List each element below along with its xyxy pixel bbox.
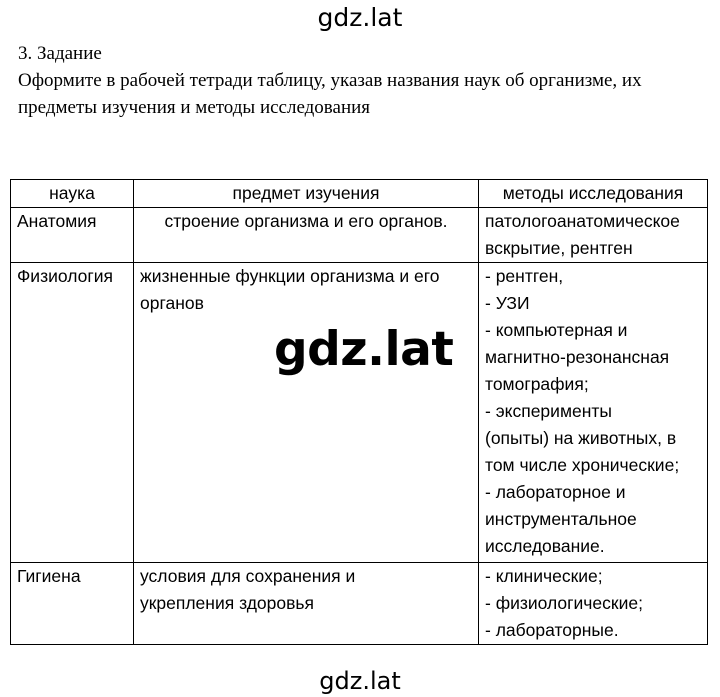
method-line: магнитно-резонансная [485,347,670,367]
task-text-line-2: предметы изучения и методы исследования [18,97,371,118]
method-line: (опыты) на животных, в [485,428,677,448]
subject-line: жизненные функции организма и его [140,266,440,286]
method-line: инструментальное [485,509,637,529]
table-row-physiology [11,263,708,563]
science-table [10,179,708,645]
task-block [18,40,708,121]
subject-line: укрепления здоровья [140,593,315,613]
cell-science: Гигиена [11,563,134,645]
table-row-hygiene [11,563,708,645]
cell-science: Анатомия [11,208,134,263]
cell-methods [479,563,708,645]
cell-subject [134,563,479,645]
method-line: патологоанатомическое [485,211,680,231]
method-line: - физиологические; [485,593,643,613]
method-line: - эксперименты [485,401,612,421]
subject-line: строение организма и его органов. [164,211,448,231]
cell-subject [134,263,479,563]
cell-methods [479,263,708,563]
watermark-bottom: gdz.lat [319,667,401,695]
cell-methods [479,208,708,263]
watermark-top: gdz.lat [317,3,403,32]
method-line: - клинические; [485,566,603,586]
method-line: исследование. [485,536,605,556]
header-methods: методы исследования [479,180,708,208]
header-subject: предмет изучения [134,180,479,208]
method-line: - рентген, [485,266,564,286]
task-number: 3. Задание [18,43,102,64]
method-line: томография; [485,374,589,394]
table-header-row [11,180,708,208]
subject-line: условия для сохранения и [140,566,356,586]
subject-line: органов [140,293,204,313]
method-line: - лабораторное и [485,482,626,502]
cell-subject [134,208,479,263]
task-text-line-1: Оформите в рабочей тетради таблицу, указав названия наук об организме, их [18,70,642,91]
method-line: - компьютерная и [485,320,628,340]
header-science: наука [11,180,134,208]
method-line: - лабораторные. [485,620,619,640]
method-line: том числе хронические; [485,455,680,475]
method-line: вскрытие, рентген [485,238,633,258]
method-line: - УЗИ [485,293,530,313]
cell-science: Физиология [11,263,134,563]
table-row-anatomy [11,208,708,263]
watermark-center: gdz.lat [274,322,454,377]
